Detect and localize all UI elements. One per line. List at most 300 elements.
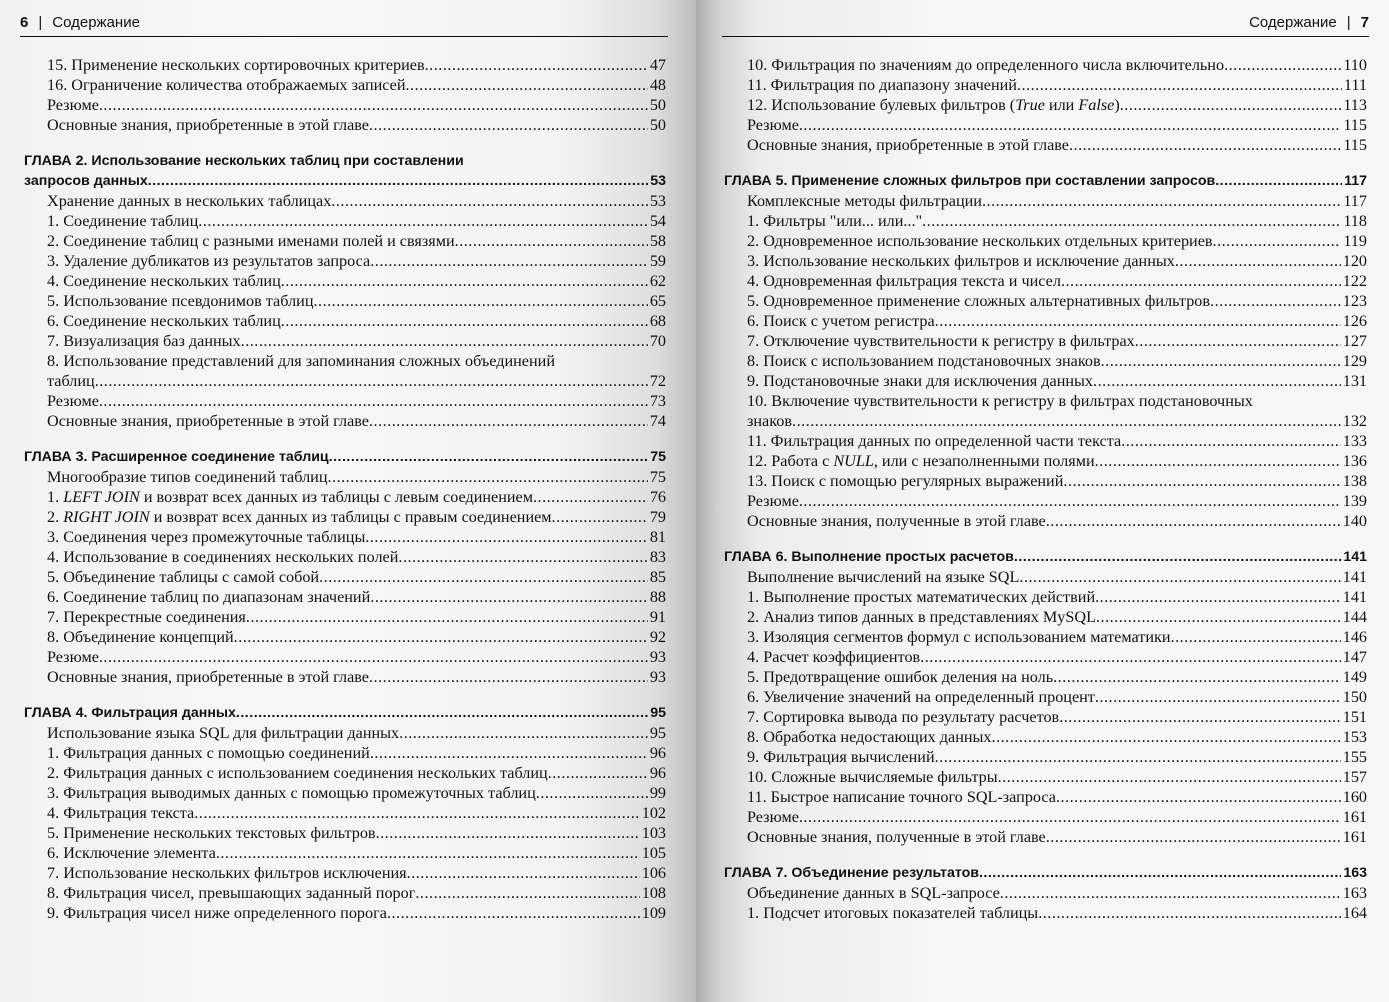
- entry-title-part: Основные знания, приобретенные в этой главе: [47, 412, 369, 430]
- entry-title-part: Использование языка SQL для фильтрации данных: [47, 724, 400, 742]
- entry-page-number: 92: [649, 628, 666, 646]
- entry-row: [24, 171, 666, 191]
- dot-leader: [992, 727, 1341, 747]
- entry-title: [47, 743, 370, 763]
- entry-title-part: Основные знания, приобретенные в этой главе: [47, 116, 369, 134]
- dot-leader: [319, 567, 648, 587]
- entry-row: [747, 687, 1367, 707]
- entry-title-part: 4. Использование в соединениях нескольких полей: [47, 548, 399, 566]
- dot-leader: [99, 391, 648, 411]
- entry-title: [747, 747, 935, 767]
- entry-row: [47, 527, 666, 547]
- entry-title: [47, 311, 281, 331]
- toc-entry: [724, 251, 1367, 271]
- entry-title-part: 8. Обработка недостающих данных: [747, 728, 992, 746]
- entry-page-number: 136: [1342, 452, 1367, 470]
- chapter-entry: [24, 447, 666, 467]
- dot-leader: [376, 823, 640, 843]
- entry-page-number: 108: [641, 884, 666, 902]
- entry-title: [47, 527, 365, 547]
- entry-row: [747, 647, 1367, 667]
- entry-page-number: 110: [1343, 56, 1367, 74]
- entry-title-part: ГЛАВА 7. Объединение результатов: [724, 865, 979, 881]
- toc-entry: [724, 391, 1367, 431]
- toc-entry: [24, 271, 666, 291]
- entry-title-part: 15. Применение нескольких сортировочных критериев: [47, 56, 425, 74]
- entry-title: [47, 903, 387, 923]
- toc-entry: [724, 747, 1367, 767]
- entry-title-part: Объединение данных в SQL-запросе: [747, 884, 1000, 902]
- entry-title: [47, 231, 455, 251]
- toc-entry: [24, 843, 666, 863]
- entry-title: [47, 763, 548, 783]
- running-title: Содержание: [1249, 14, 1337, 31]
- entry-title-part: 1. Фильтрация данных с помощью соединений: [47, 744, 370, 762]
- entry-title-part: 7. Сортировка вывода по результату расчетов: [747, 708, 1060, 726]
- entry-title-part: 8. Фильтрация чисел, превышающих заданный порог: [47, 884, 416, 902]
- toc-entry: [24, 331, 666, 351]
- dot-leader: [327, 467, 647, 487]
- entry-page-number: 155: [1342, 748, 1367, 766]
- entry-page-number: 93: [649, 668, 666, 686]
- entry-title: [747, 55, 1224, 75]
- dot-leader: [399, 723, 648, 743]
- toc-entry: [24, 607, 666, 627]
- entry-row: [747, 787, 1367, 807]
- entry-page-number: 139: [1342, 492, 1367, 510]
- header-separator: |: [38, 14, 43, 31]
- entry-page-number: 141: [1342, 568, 1367, 586]
- entry-page-number: 123: [1342, 292, 1367, 310]
- dot-leader: [1101, 351, 1341, 371]
- dot-leader: [281, 311, 648, 331]
- entry-title: [747, 115, 799, 135]
- entry-page-number: 102: [641, 804, 666, 822]
- entry-row: [747, 587, 1367, 607]
- entry-row: [747, 75, 1367, 95]
- entry-title-line: 8. Использование представлений для запоминания сложных объединений: [47, 352, 555, 370]
- entry-row: [724, 863, 1367, 883]
- toc-entry: [724, 647, 1367, 667]
- dot-leader: [1096, 607, 1341, 627]
- dot-leader: [369, 411, 648, 431]
- entry-title-part: Резюме: [747, 808, 799, 826]
- entry-title: [747, 727, 992, 747]
- entry-title-part: Основные знания, полученные в этой главе: [747, 828, 1046, 846]
- dot-leader: [281, 271, 648, 291]
- entry-title: [747, 191, 982, 211]
- entry-row: [747, 311, 1367, 331]
- entry-title-part: 10. Сложные вычисляемые фильтры: [747, 768, 998, 786]
- entry-title: [47, 647, 99, 667]
- entry-title: [47, 251, 370, 271]
- toc-entry: [724, 231, 1367, 251]
- entry-row: [747, 135, 1367, 155]
- page-number: 6: [20, 14, 29, 31]
- entry-title: [24, 703, 236, 723]
- dot-leader: [455, 231, 648, 251]
- table-of-contents: [724, 55, 1367, 923]
- dot-leader: [1069, 135, 1341, 155]
- entry-title-part: 10. Фильтрация по значениям до определенного числа включительно: [747, 56, 1225, 74]
- entry-title: [47, 487, 533, 507]
- entry-title-part: Выполнение вычислений на языке SQL: [747, 568, 1020, 586]
- entry-row: [47, 843, 666, 863]
- entry-page-number: 132: [1342, 412, 1367, 430]
- toc-entry: [24, 883, 666, 903]
- entry-title-part: знаков: [747, 412, 793, 430]
- entry-title: [47, 115, 369, 135]
- entry-title-part: 5. Применение нескольких текстовых фильтров: [47, 824, 376, 842]
- dot-leader: [935, 311, 1341, 331]
- entry-title-part: 13. Поиск с помощью регулярных выражений: [747, 472, 1064, 490]
- entry-title-part: 5. Использование псевдонимов таблиц: [47, 292, 314, 310]
- entry-title: [47, 587, 370, 607]
- entry-row: [747, 707, 1367, 727]
- toc-entry: [24, 723, 666, 743]
- entry-title-part: 1. Соединение таблиц: [47, 212, 199, 230]
- toc-entry: [24, 251, 666, 271]
- toc-entry: [724, 291, 1367, 311]
- entry-title-part: 16. Ограничение количества отображаемых записей: [47, 76, 406, 94]
- entry-title: [747, 807, 799, 827]
- toc-entry: [724, 607, 1367, 627]
- entry-page-number: 113: [1343, 96, 1367, 114]
- toc-entry: [724, 351, 1367, 371]
- entry-title: [47, 391, 99, 411]
- entry-title-part: Основные знания, приобретенные в этой главе: [47, 668, 369, 686]
- entry-title-line: 10. Включение чувствительности к регистру в фильтрах подстановочных: [747, 392, 1253, 410]
- dot-leader: [369, 667, 648, 687]
- entry-title: [47, 291, 313, 311]
- toc-entry: [724, 371, 1367, 391]
- entry-title-part: 5. Объединение таблицы с самой собой: [47, 568, 320, 586]
- entry-title: [47, 783, 536, 803]
- entry-row: [24, 703, 666, 723]
- entry-title-part: 4. Соединение нескольких таблиц: [47, 272, 281, 290]
- entry-page-number: 65: [649, 292, 666, 310]
- toc-entry: [724, 903, 1367, 923]
- dot-leader: [406, 75, 648, 95]
- entry-title: [724, 863, 979, 883]
- entry-row: [747, 667, 1367, 687]
- entry-title-part: 4. Одновременная фильтрация текста и чисел: [747, 272, 1061, 290]
- entry-row: [47, 567, 666, 587]
- entry-title-part: 2. Анализ типов данных в представлениях MySQL: [747, 608, 1096, 626]
- dot-leader: [1215, 171, 1342, 191]
- entry-title: [747, 95, 1120, 115]
- entry-title: [47, 723, 399, 743]
- dot-leader: [792, 411, 1341, 431]
- entry-page-number: 120: [1342, 252, 1367, 270]
- entry-title: [47, 507, 552, 527]
- toc-entry: [724, 627, 1367, 647]
- entry-page-number: 157: [1342, 768, 1367, 786]
- entry-row: [47, 55, 666, 75]
- dot-leader: [1171, 627, 1341, 647]
- dot-leader: [95, 371, 648, 391]
- entry-page-number: 163: [1343, 865, 1367, 881]
- entry-title: [47, 331, 241, 351]
- entry-page-number: 73: [649, 392, 666, 410]
- entry-row: [747, 331, 1367, 351]
- entry-title: [747, 491, 799, 511]
- chapter-entry: [724, 171, 1367, 191]
- dot-leader: [331, 191, 648, 211]
- dot-leader: [313, 291, 647, 311]
- toc-entry: [724, 883, 1367, 903]
- toc-entry: [24, 115, 666, 135]
- toc-entry: [724, 667, 1367, 687]
- toc-entry: [24, 467, 666, 487]
- toc-entry: [24, 411, 666, 431]
- dot-leader: [799, 115, 1341, 135]
- entry-title-part: Хранение данных в нескольких таблицах: [47, 192, 332, 210]
- dot-leader: [552, 507, 648, 527]
- entry-title-part: 2. Соединение таблиц с разными именами полей и связями: [47, 232, 455, 250]
- dot-leader: [99, 95, 648, 115]
- entry-title-part: ГЛАВА 3. Расширенное соединение таблиц: [24, 449, 329, 465]
- dot-leader: [407, 863, 640, 883]
- entry-row: [47, 271, 666, 291]
- entry-title-part: Многообразие типов соединений таблиц: [47, 468, 328, 486]
- entry-title-part: 6. Соединение таблиц по диапазонам значений: [47, 588, 371, 606]
- toc-entry: [724, 687, 1367, 707]
- entry-title-part: Резюме: [47, 648, 99, 666]
- dot-leader: [415, 883, 639, 903]
- entry-title: [747, 587, 1095, 607]
- entry-row: [47, 331, 666, 351]
- entry-row: [24, 447, 666, 467]
- dot-leader: [1120, 95, 1342, 115]
- entry-row: [47, 231, 666, 251]
- toc-entry: [24, 391, 666, 411]
- entry-title: [47, 843, 216, 863]
- entry-page-number: 117: [1344, 173, 1367, 189]
- entry-title-part: ): [1114, 96, 1120, 114]
- toc-entry: [24, 823, 666, 843]
- entry-page-number: 76: [649, 488, 666, 506]
- entry-page-number: 48: [649, 76, 666, 94]
- entry-page-number: 146: [1342, 628, 1367, 646]
- toc-entry: [24, 527, 666, 547]
- dot-leader: [799, 491, 1341, 511]
- entry-page-number: 88: [649, 588, 666, 606]
- entry-title-part: 7. Визуализация баз данных: [47, 332, 241, 350]
- dot-leader: [1224, 55, 1341, 75]
- dot-leader: [533, 487, 648, 507]
- entry-title-part: 7. Использование нескольких фильтров исключения: [47, 864, 407, 882]
- entry-row: [747, 827, 1367, 847]
- entry-title: [47, 75, 406, 95]
- entry-row: [47, 627, 666, 647]
- entry-page-number: 141: [1342, 588, 1367, 606]
- entry-title: [747, 607, 1096, 627]
- dot-leader: [1046, 511, 1341, 531]
- dot-leader: [369, 115, 648, 135]
- entry-title-part: 2.: [47, 508, 64, 526]
- entry-page-number: 131: [1342, 372, 1367, 390]
- toc-entry: [724, 431, 1367, 451]
- entry-title-part: 12. Использование булевых фильтров (: [747, 96, 1016, 114]
- entry-page-number: 141: [1343, 549, 1367, 565]
- toc-entry: [24, 75, 666, 95]
- entry-page-number: 133: [1342, 432, 1367, 450]
- entry-page-number: 149: [1342, 668, 1367, 686]
- entry-page-number: 160: [1342, 788, 1367, 806]
- entry-row: [747, 471, 1367, 491]
- toc-entry: [24, 351, 666, 391]
- entry-page-number: 72: [649, 372, 666, 390]
- toc-entry: [724, 95, 1367, 115]
- entry-title: [747, 567, 1019, 587]
- entry-page-number: 93: [649, 648, 666, 666]
- entry-title: [47, 95, 99, 115]
- entry-row: [47, 487, 666, 507]
- entry-title: [747, 511, 1046, 531]
- entry-title-part: 2. Фильтрация данных с использованием соединения нескольких таблиц: [47, 764, 548, 782]
- entry-page-number: 75: [649, 468, 666, 486]
- entry-title-part: 1. Фильтры "или... или...": [747, 212, 923, 230]
- entry-row: [47, 311, 666, 331]
- dot-leader: [1000, 883, 1341, 903]
- entry-title-part: 8. Поиск с использованием подстановочных знаков: [747, 352, 1101, 370]
- entry-row: [747, 451, 1367, 471]
- entry-title: [47, 271, 281, 291]
- entry-title-italic: False: [1078, 96, 1115, 114]
- entry-title-part: 9. Фильтрация вычислений: [747, 748, 935, 766]
- dot-leader: [1095, 587, 1341, 607]
- entry-title-italic: True: [1015, 96, 1045, 114]
- entry-row: [47, 191, 666, 211]
- entry-page-number: 59: [649, 252, 666, 270]
- entry-title-part: ГЛАВА 5. Применение сложных фильтров при составлении запросов: [724, 173, 1216, 189]
- entry-title: [47, 411, 369, 431]
- entry-page-number: 115: [1343, 116, 1367, 134]
- entry-page-number: 109: [641, 904, 666, 922]
- entry-title: [724, 171, 1215, 191]
- toc-entry: [724, 271, 1367, 291]
- entry-title: [747, 903, 1038, 923]
- entry-row: [747, 807, 1367, 827]
- entry-page-number: 105: [641, 844, 666, 862]
- dot-leader: [198, 211, 648, 231]
- dot-leader: [241, 331, 648, 351]
- dot-leader: [920, 647, 1341, 667]
- entry-title-part: 3. Соединения через промежуточные таблицы: [47, 528, 366, 546]
- entry-page-number: 91: [649, 608, 666, 626]
- entry-row: [747, 55, 1367, 75]
- chapter-entry: [724, 863, 1367, 883]
- entry-title-italic: NULL: [833, 452, 874, 470]
- entry-title-part: таблиц: [47, 372, 95, 390]
- entry-row: [47, 547, 666, 567]
- dot-leader: [1063, 471, 1340, 491]
- dot-leader: [194, 803, 640, 823]
- toc-entry: [724, 75, 1367, 95]
- entry-page-number: 144: [1342, 608, 1367, 626]
- entry-page-number: 75: [650, 449, 666, 465]
- dot-leader: [1135, 331, 1341, 351]
- entry-title-part: ГЛАВА 6. Выполнение простых расчетов: [724, 549, 1014, 565]
- entry-title: [747, 411, 792, 431]
- entry-title: [47, 371, 95, 391]
- entry-page-number: 115: [1343, 136, 1367, 154]
- dot-leader: [387, 903, 640, 923]
- entry-title: [747, 431, 1121, 451]
- entry-page-number: 122: [1342, 272, 1367, 290]
- header-separator: |: [1346, 14, 1351, 31]
- entry-title-part: 5. Предотвращение ошибок деления на ноль: [747, 668, 1054, 686]
- entry-page-number: 53: [649, 192, 666, 210]
- entry-row: [747, 883, 1367, 903]
- entry-row: [747, 491, 1367, 511]
- entry-title-part: 6. Увеличение значений на определенный процент: [747, 688, 1095, 706]
- entry-row: [47, 95, 666, 115]
- toc-entry: [724, 331, 1367, 351]
- entry-row: [747, 511, 1367, 531]
- toc-entry: [724, 491, 1367, 511]
- entry-title: [747, 767, 998, 787]
- entry-title-part: Основные знания, полученные в этой главе: [747, 512, 1046, 530]
- entry-row: [47, 883, 666, 903]
- dot-leader: [99, 647, 648, 667]
- dot-leader: [1213, 231, 1342, 251]
- toc-entry: [24, 587, 666, 607]
- toc-entry: [24, 311, 666, 331]
- dot-leader: [1017, 75, 1342, 95]
- dot-leader: [1093, 371, 1341, 391]
- entry-row: [47, 763, 666, 783]
- entry-page-number: 119: [1343, 232, 1367, 250]
- dot-leader: [1019, 567, 1340, 587]
- entry-title-part: 3. Удаление дубликатов из результатов запроса: [47, 252, 371, 270]
- entry-page-number: 58: [649, 232, 666, 250]
- entry-title: [47, 547, 398, 567]
- entry-page-number: 138: [1342, 472, 1367, 490]
- entry-title-part: и возврат всех данных из таблицы с правым соединением: [149, 508, 552, 526]
- entry-title-part: Резюме: [47, 96, 99, 114]
- toc-entry: [24, 567, 666, 587]
- entry-title-part: , или с незаполненными полями: [873, 452, 1095, 470]
- entry-row: [47, 115, 666, 135]
- toc-entry: [24, 667, 666, 687]
- toc-entry: [24, 487, 666, 507]
- entry-title-part: ГЛАВА 4. Фильтрация данных: [24, 705, 236, 721]
- entry-row: [47, 507, 666, 527]
- page-number: 7: [1360, 14, 1369, 31]
- entry-row: [47, 291, 666, 311]
- entry-page-number: 163: [1342, 884, 1367, 902]
- entry-page-number: 54: [649, 212, 666, 230]
- entry-title-part: или: [1044, 96, 1079, 114]
- entry-title-part: 11. Фильтрация по диапазону значений: [747, 76, 1017, 94]
- entry-row: [747, 767, 1367, 787]
- toc-entry: [24, 291, 666, 311]
- table-of-contents: [24, 55, 666, 923]
- entry-page-number: 50: [649, 96, 666, 114]
- entry-title: [47, 191, 331, 211]
- entry-row: [747, 231, 1367, 251]
- entry-row: [747, 251, 1367, 271]
- dot-leader: [398, 547, 647, 567]
- entry-row: [47, 391, 666, 411]
- entry-page-number: 161: [1342, 828, 1367, 846]
- dot-leader: [1175, 251, 1341, 271]
- entry-row: [47, 803, 666, 823]
- entry-page-number: 127: [1342, 332, 1367, 350]
- entry-row: [747, 747, 1367, 767]
